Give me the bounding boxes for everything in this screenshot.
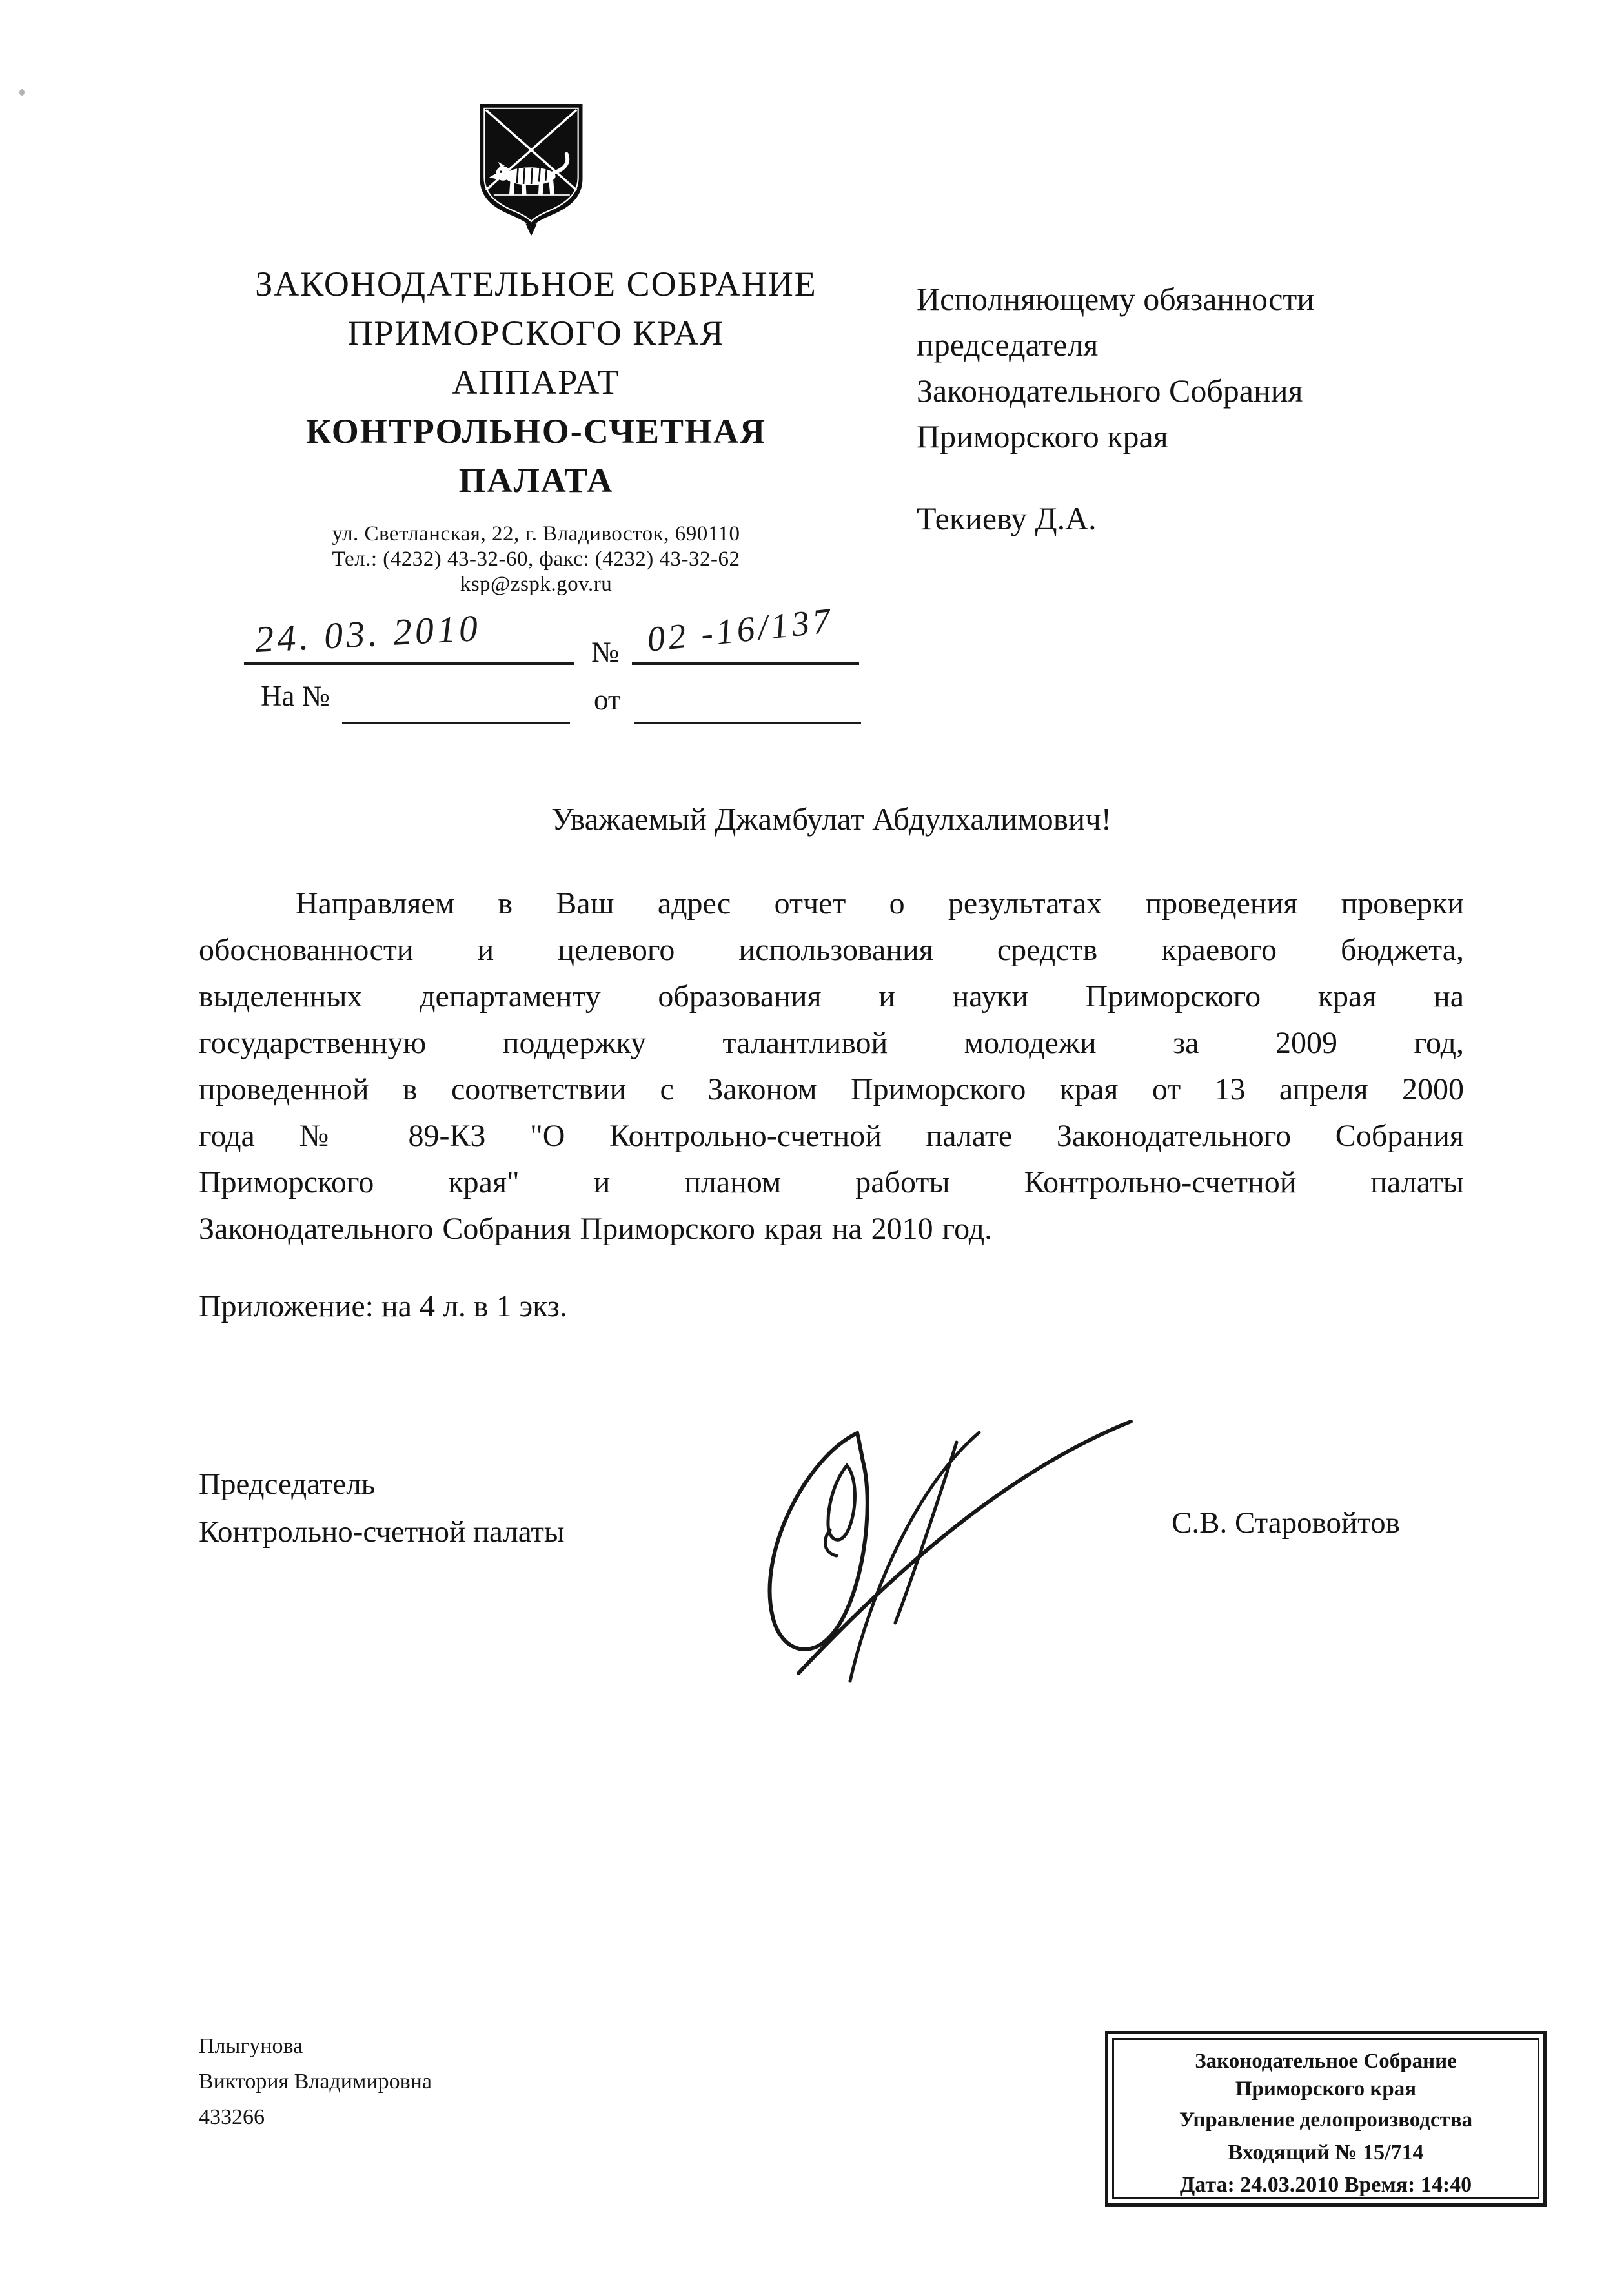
addressee-line2: председателя [917,327,1099,363]
shield-tiger-icon [467,100,596,237]
dept-name-line2: ПАЛАТА [458,461,614,500]
handwritten-date: 24. 03. 2010 [254,606,482,661]
handwritten-signature [700,1402,1159,1691]
executor-name-patronymic: Виктория Владимировна [199,2070,432,2094]
executor-surname: Плыгунова [199,2034,303,2058]
addressee-block [917,276,1439,542]
body-line: выделенных департаменту образования и науки Приморского края на [199,979,1464,1014]
reply-number-underline [342,722,570,724]
reply-to-number-label: На № [261,680,330,712]
org-name-line1: ЗАКОНОДАТЕЛЬНОЕ СОБРАНИЕ [255,265,817,303]
date-underline [244,662,574,665]
phone-fax-line: Тел.: (4232) 43-32-60, факс: (4232) 43-32-62 [332,547,740,571]
addressee-line3: Законодательного Собрания [917,372,1303,409]
body-line: Приморского края" и планом работы Контрольно-счетной палаты [199,1165,1464,1199]
addressee-line1: Исполняющему обязанности [917,281,1314,317]
address-line: ул. Светланская, 22, г. Владивосток, 690110 [332,522,740,545]
letterhead-contacts [186,522,886,597]
signature-flourish-icon [700,1402,1159,1691]
body-line: Направляем в Ваш адрес отчет о результатах проведения проверки [296,886,1464,921]
addressee-name: Текиеву Д.А. [917,500,1097,536]
body-line: обоснованности и целевого использования средств краевого бюджета, [199,933,1464,967]
addressee-line4: Приморского края [917,418,1168,454]
body-line: Законодательного Собрания Приморского края на 2010 год. [199,1212,993,1246]
from-date-label: от [594,684,621,716]
dept-name-line1: КОНТРОЛЬНО-СЧЕТНАЯ [305,412,767,451]
signer-name: С.В. Старовойтов [1172,1506,1400,1540]
email-line: ksp@zspk.gov.ru [460,573,613,596]
stamp-date-time: Дата: 24.03.2010 Время: 14:40 [1179,2173,1472,2197]
body-line: года № 89-КЗ "О Контрольно-счетной палате Законодательного Собрания [199,1119,1464,1153]
salutation: Уважаемый Джамбулат Абдулхалимович! [551,801,1112,837]
handwritten-outgoing-number: 02 -16/137 [645,600,836,659]
scan-artifact-dot [19,89,25,96]
letter-body [199,881,1464,1252]
number-underline [632,662,859,665]
letterhead [186,260,886,597]
reply-date-underline [634,722,861,724]
signer-position [199,1460,565,1556]
signer-position-line1: Председатель [199,1467,376,1501]
body-line: проведенной в соответствии с Законом Приморского края от 13 апреля 2000 [199,1072,1464,1106]
signer-position-line2: Контрольно-счетной палаты [199,1515,565,1549]
org-name-line3: АППАРАТ [452,363,620,402]
number-label: № [591,636,619,668]
stamp-org-line2: Приморского края [1235,2077,1417,2101]
stamp-org-line1: Законодательное Собрание [1195,2050,1457,2073]
executor-block [199,2028,432,2135]
stamp-incoming-number: Входящий № 15/714 [1228,2141,1424,2165]
registration-stamp-inner [1112,2038,1539,2199]
attachment-note: Приложение: на 4 л. в 1 экз. [199,1289,567,1323]
org-name-line2: ПРИМОРСКОГО КРАЯ [347,314,725,352]
body-line: государственную поддержку талантливой молодежи за 2009 год, [199,1026,1464,1060]
executor-phone: 433266 [199,2105,265,2129]
stamp-department-line: Управление делопроизводства [1179,2108,1473,2132]
registration-stamp [1105,2031,1547,2207]
coat-of-arms-emblem [467,100,596,237]
